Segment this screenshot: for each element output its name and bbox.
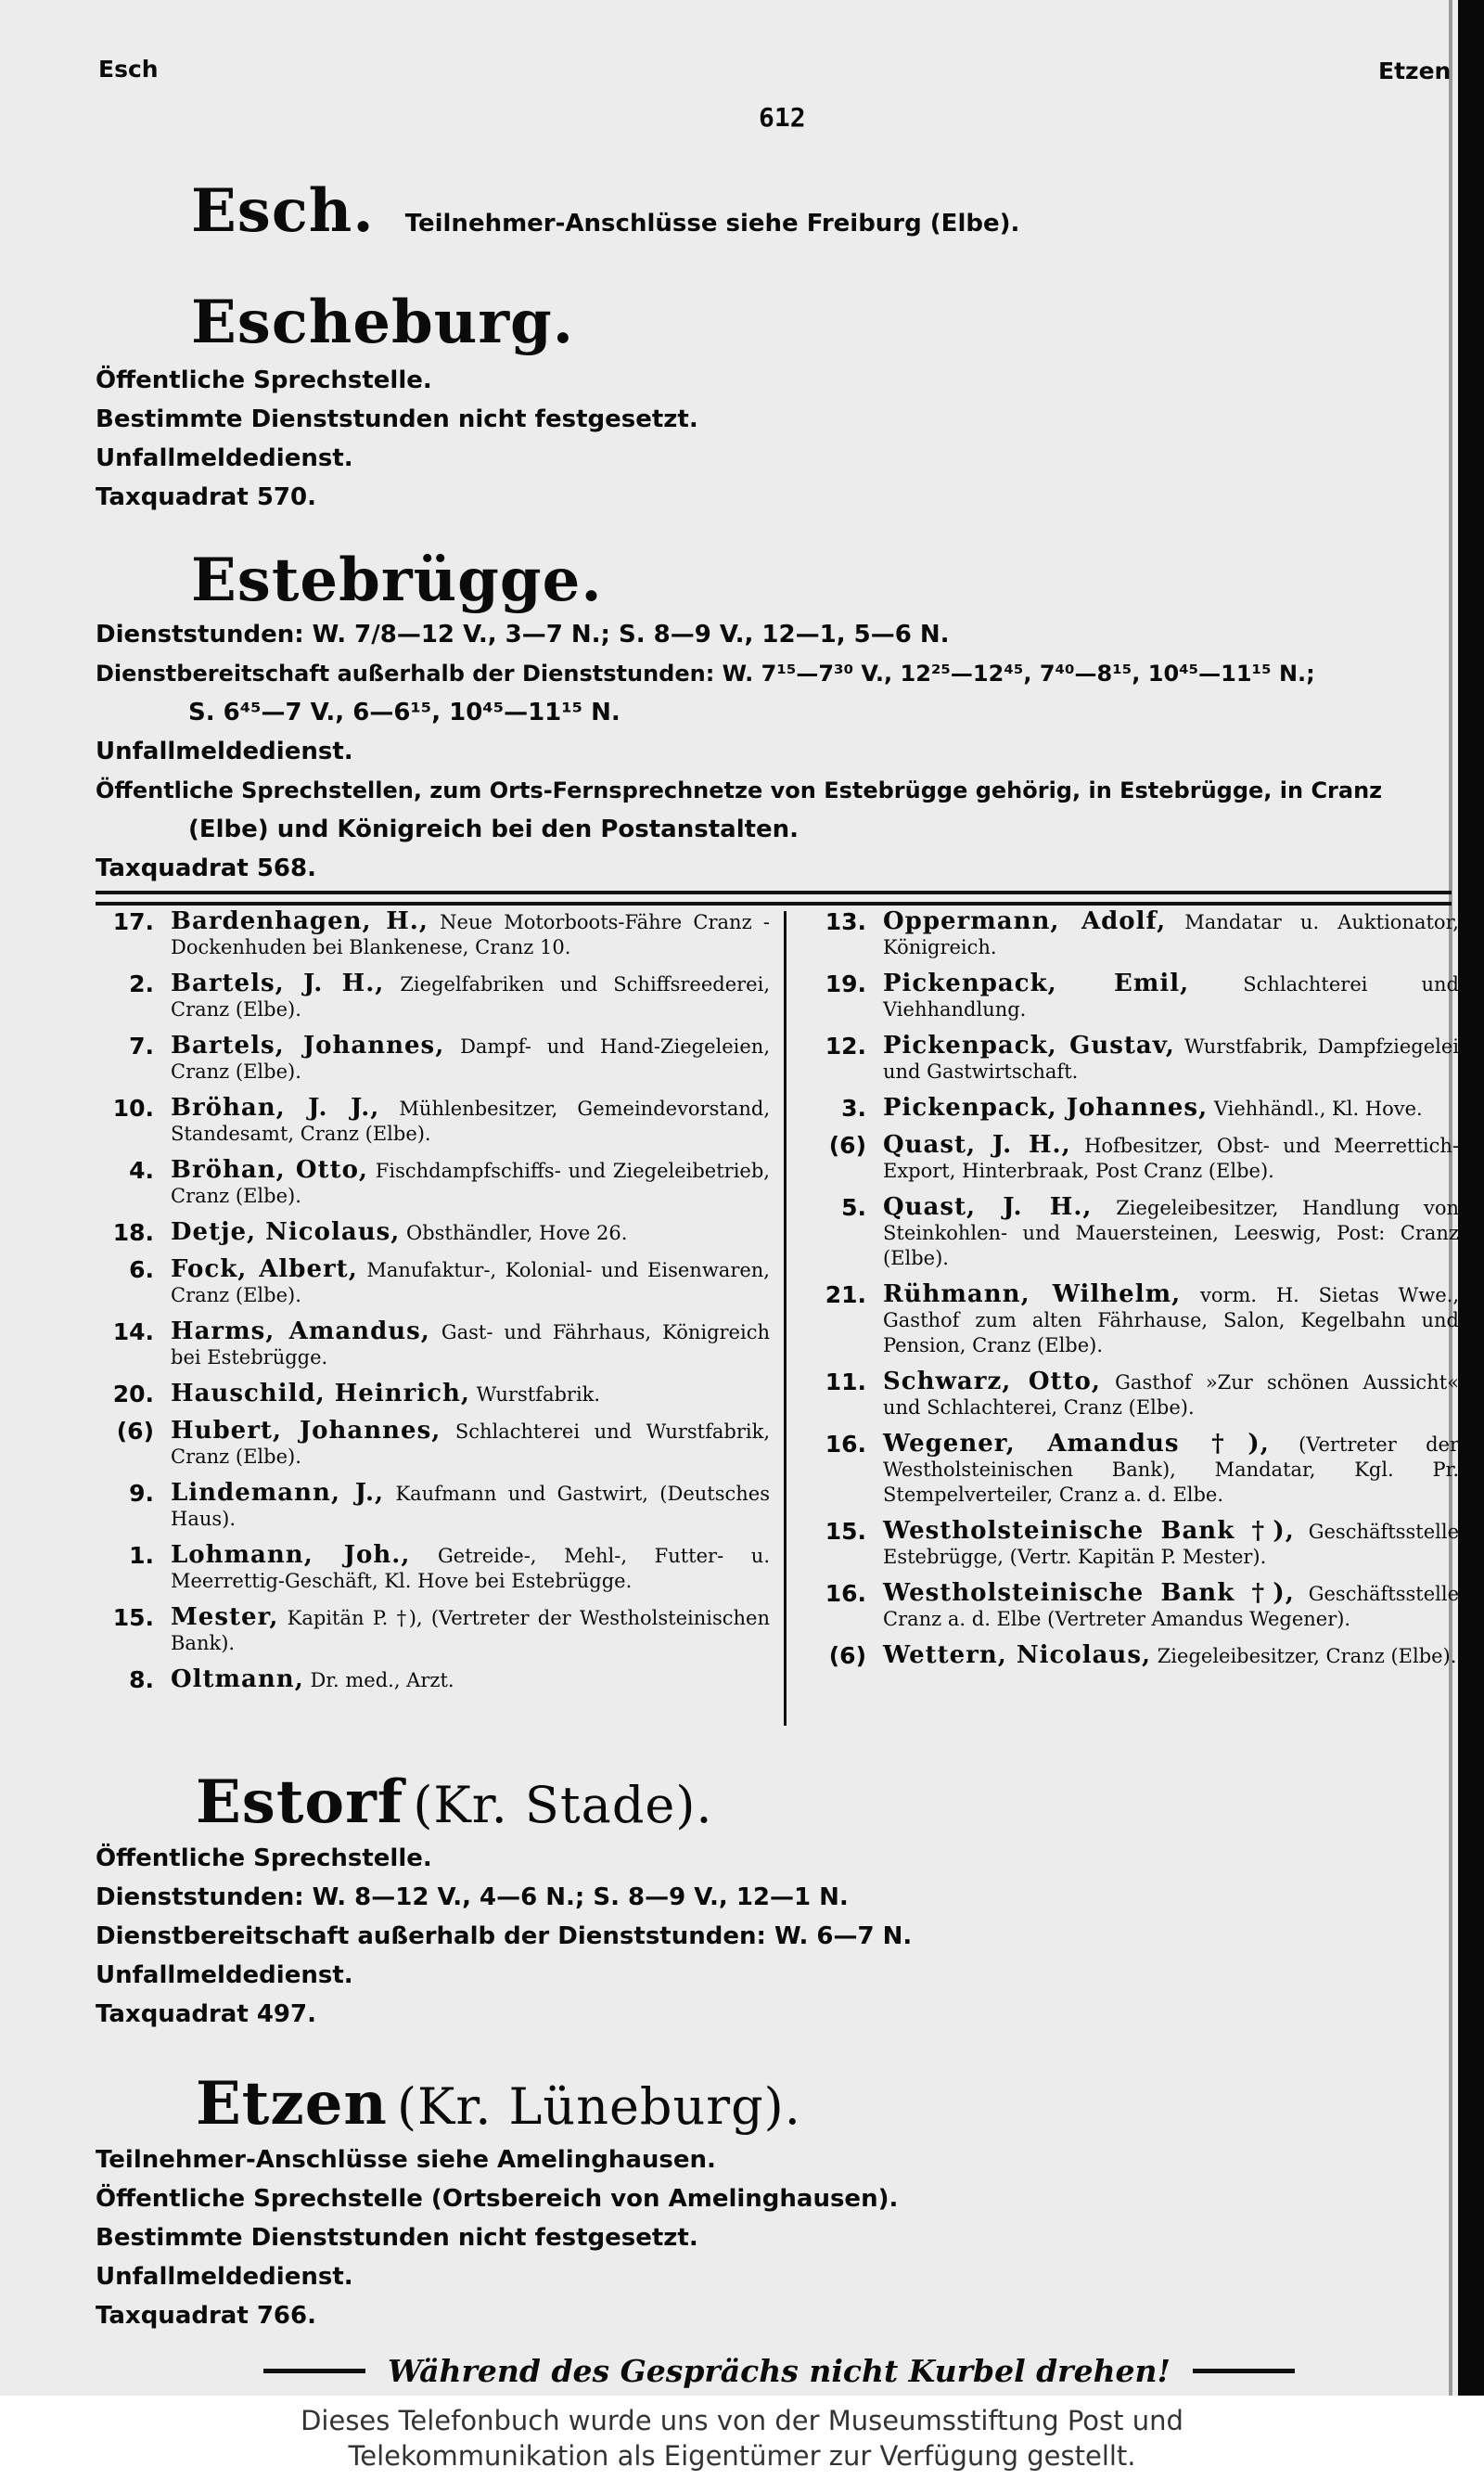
subscriber-description: (Vertreter der Westholsteinischen Bank), Mandatar, Kgl. Pr. Stempelverteiler, Cranz a. d. Elbe. bbox=[883, 1433, 1459, 1506]
subscriber-text bbox=[171, 1481, 770, 1532]
subscriber-number: 16. bbox=[825, 1431, 866, 1458]
subscriber-number: 15. bbox=[112, 1604, 154, 1631]
subscriber-text bbox=[883, 1096, 1459, 1122]
subscriber-number: 11. bbox=[825, 1368, 866, 1395]
list-item bbox=[93, 1257, 770, 1308]
right-dash bbox=[1193, 2369, 1295, 2373]
subscriber-name: Westholsteinische Bank †), bbox=[883, 1579, 1295, 1607]
subscriber-number: 8. bbox=[129, 1666, 154, 1693]
subscriber-text bbox=[171, 1158, 770, 1209]
subscriber-name: Quast, J. H., bbox=[883, 1193, 1093, 1221]
subscriber-list-left bbox=[93, 909, 770, 1704]
subscriber-name: Wettern, Nicolaus, bbox=[883, 1641, 1152, 1669]
subscriber-description: Ziegeleibesitzer, Handlung von Steinkohlen- und Mauersteinen, Leeswig, Post: Cranz (Elbe). bbox=[883, 1197, 1459, 1269]
list-item bbox=[93, 1667, 770, 1693]
subscriber-text bbox=[883, 1432, 1459, 1508]
subscriber-description: Ziegelfabriken und Schiffsreederei, Cranz (Elbe). bbox=[171, 973, 770, 1021]
subscriber-description: Kapitän P. †), (Vertreter der Westholsteinischen Bank). bbox=[171, 1607, 770, 1654]
list-item bbox=[93, 1605, 770, 1656]
subscriber-description: Kaufmann und Gastwirt, (Deutsches Haus). bbox=[171, 1483, 770, 1530]
subscriber-list-right bbox=[805, 909, 1459, 1680]
list-item bbox=[93, 1220, 770, 1246]
warning-text: Während des Gesprächs nicht Kurbel drehen! bbox=[387, 2353, 1171, 2389]
subscriber-number: (6) bbox=[828, 1642, 866, 1669]
subscriber-number: 12. bbox=[825, 1033, 866, 1060]
info-line: Dienstbereitschaft außerhalb der Dienststunden: W. 7¹⁵—7³⁰ V., 12²⁵—12⁴⁵, 7⁴⁰—8¹⁵, 10⁴⁵—11¹⁵ N.; bbox=[96, 661, 1315, 687]
subscriber-text bbox=[171, 1034, 770, 1085]
subscriber-text bbox=[883, 1581, 1459, 1632]
info-line: Bestimmte Dienststunden nicht festgesetzt. bbox=[96, 2224, 698, 2252]
list-item bbox=[93, 1543, 770, 1594]
list-item bbox=[93, 1381, 770, 1407]
list-item bbox=[805, 1369, 1459, 1420]
subscriber-description: vorm. H. Sietas Wwe., Gasthof zum alten Fährhause, Salon, Kegelbahn und Pension, Cranz (Elbe). bbox=[883, 1284, 1459, 1356]
subscriber-text bbox=[883, 1643, 1459, 1669]
subscriber-description: Hofbesitzer, Obst- und Meerrettich-Export, Hinterbraak, Post Cranz (Elbe). bbox=[883, 1135, 1459, 1182]
info-line: Dienststunden: W. 7/8—12 V., 3—7 N.; S. 8—9 V., 12—1, 5—6 N. bbox=[96, 621, 950, 649]
subscriber-text bbox=[171, 1419, 770, 1470]
section-escheburg bbox=[96, 288, 1450, 517]
subscriber-description: Geschäftsstelle Cranz a. d. Elbe (Vertreter Amandus Wegener). bbox=[883, 1583, 1459, 1630]
subscriber-description: Getreide-, Mehl-, Futter- u. Meerrettig-Geschäft, Kl. Hove bei Estebrügge. bbox=[171, 1545, 770, 1592]
place-title: Estebrügge. bbox=[191, 546, 603, 615]
subscriber-description: Schlachterei und Wurstfabrik, Cranz (Elbe). bbox=[171, 1420, 770, 1468]
subscriber-number: 21. bbox=[825, 1281, 866, 1308]
info-line: S. 6⁴⁵—7 V., 6—6¹⁵, 10⁴⁵—11¹⁵ N. bbox=[188, 699, 620, 726]
list-item bbox=[93, 1481, 770, 1532]
list-item bbox=[805, 1034, 1459, 1085]
info-line: Teilnehmer-Anschlüsse siehe Amelinghausen. bbox=[96, 2146, 716, 2174]
info-line: Bestimmte Dienststunden nicht festgesetzt. bbox=[96, 405, 698, 433]
subscriber-description: Wurstfabrik, Dampfziegelei und Gastwirtschaft. bbox=[883, 1035, 1459, 1083]
subscriber-number: 17. bbox=[112, 908, 154, 935]
place-title: Escheburg. bbox=[191, 288, 575, 357]
info-line: Unfallmeldedienst. bbox=[96, 444, 353, 472]
info-line: Dienstbereitschaft außerhalb der Dienststunden: W. 6—7 N. bbox=[96, 1922, 913, 1950]
subscriber-number: 9. bbox=[129, 1480, 154, 1507]
list-item bbox=[93, 1096, 770, 1147]
subscriber-name: Pickenpack, Gustav, bbox=[883, 1032, 1175, 1060]
subscriber-name: Rühmann, Wilhelm, bbox=[883, 1280, 1182, 1308]
subscriber-description: Fischdampfschiffs- und Ziegeleibetrieb, Cranz (Elbe). bbox=[171, 1160, 770, 1207]
subscriber-name: Oppermann, Adolf, bbox=[883, 907, 1167, 935]
info-line: Unfallmeldedienst. bbox=[96, 1961, 353, 1989]
info-line: Öffentliche Sprechstelle. bbox=[96, 1844, 432, 1872]
running-header-left: Esch bbox=[98, 56, 159, 83]
subscriber-number: 14. bbox=[112, 1318, 154, 1345]
subscriber-text bbox=[883, 1369, 1459, 1420]
subscriber-name: Hubert, Johannes, bbox=[171, 1417, 441, 1445]
subscriber-text bbox=[171, 1605, 770, 1656]
subscriber-text bbox=[171, 1319, 770, 1370]
subscriber-number: 18. bbox=[112, 1219, 154, 1246]
list-item bbox=[93, 1034, 770, 1085]
subscriber-description: Dr. med., Arzt. bbox=[310, 1669, 454, 1691]
subscriber-text bbox=[883, 971, 1459, 1022]
subscriber-description: Gasthof »Zur schönen Aussicht« und Schlachterei, Cranz (Elbe). bbox=[883, 1371, 1459, 1419]
subscriber-text bbox=[171, 1096, 770, 1147]
subscriber-number: 13. bbox=[825, 908, 866, 935]
list-item bbox=[805, 1096, 1459, 1122]
subscriber-number: 2. bbox=[129, 970, 154, 997]
list-item bbox=[805, 971, 1459, 1022]
section-etzen bbox=[96, 2069, 1450, 2335]
subscriber-name: Schwarz, Otto, bbox=[883, 1368, 1101, 1395]
subscriber-description: Obsthändler, Hove 26. bbox=[405, 1222, 628, 1244]
scan-border bbox=[1458, 0, 1484, 2396]
place-heading bbox=[196, 2069, 1450, 2139]
subscriber-description: Schlachterei und Viehhandlung. bbox=[883, 973, 1459, 1021]
list-item bbox=[93, 1319, 770, 1370]
subscriber-name: Hauschild, Heinrich, bbox=[171, 1380, 470, 1407]
crank-warning bbox=[190, 2353, 1368, 2389]
subscriber-name: Pickenpack, Emil, bbox=[883, 970, 1190, 997]
subscriber-name: Lindemann, J., bbox=[171, 1479, 385, 1507]
list-item bbox=[805, 909, 1459, 960]
info-line: Taxquadrat 766. bbox=[96, 2302, 316, 2330]
subscriber-name: Oltmann, bbox=[171, 1665, 304, 1693]
subscriber-number: 1. bbox=[129, 1542, 154, 1569]
subscriber-description: Wurstfabrik. bbox=[476, 1383, 601, 1406]
subscriber-name: Bartels, Johannes, bbox=[171, 1032, 445, 1060]
subscriber-text bbox=[171, 1257, 770, 1308]
list-item bbox=[93, 909, 770, 960]
list-item bbox=[805, 1581, 1459, 1632]
subscriber-number: 10. bbox=[112, 1095, 154, 1122]
ownership-caption bbox=[0, 2396, 1484, 2480]
list-item bbox=[93, 1419, 770, 1470]
list-item bbox=[805, 1519, 1459, 1570]
double-rule bbox=[96, 891, 1452, 906]
subscriber-number: (6) bbox=[828, 1132, 866, 1159]
subscriber-text bbox=[883, 1034, 1459, 1085]
list-item bbox=[93, 1158, 770, 1209]
subscriber-name: Bardenhagen, H., bbox=[171, 907, 429, 935]
subscriber-description: Mühlenbesitzer, Gemeindevorstand, Standesamt, Cranz (Elbe). bbox=[171, 1098, 770, 1145]
subscriber-text bbox=[171, 1543, 770, 1594]
subscriber-name: Harms, Amandus, bbox=[171, 1317, 430, 1345]
subscriber-description: Viehhändl., Kl. Hove. bbox=[1213, 1098, 1423, 1120]
place-heading bbox=[196, 1767, 1450, 1837]
subscriber-text bbox=[883, 1195, 1459, 1271]
subscriber-number: 7. bbox=[129, 1033, 154, 1060]
info-line: Öffentliche Sprechstelle (Ortsbereich von Amelinghausen). bbox=[96, 2185, 899, 2213]
subscriber-number: 6. bbox=[129, 1256, 154, 1283]
subscriber-number: 5. bbox=[841, 1194, 866, 1221]
subscriber-name: Bröhan, Otto, bbox=[171, 1156, 368, 1184]
place-subtitle: (Kr. Lüneburg). bbox=[396, 2077, 801, 2136]
subscriber-name: Bartels, J. H., bbox=[171, 970, 385, 997]
info-line: Unfallmeldedienst. bbox=[96, 738, 353, 765]
subscriber-text bbox=[883, 1282, 1459, 1358]
section-estorf bbox=[96, 1767, 1450, 2034]
subscriber-name: Lohmann, Joh., bbox=[171, 1541, 411, 1569]
subscriber-name: Detje, Nicolaus, bbox=[171, 1218, 401, 1246]
subscriber-text bbox=[171, 971, 770, 1022]
subscriber-name: Wegener, Amandus †), bbox=[883, 1430, 1270, 1458]
subscriber-description: Ziegeleibesitzer, Cranz (Elbe). bbox=[1157, 1645, 1457, 1667]
info-line: Öffentliche Sprechstellen, zum Orts-Fernsprechnetze von Estebrügge gehörig, in Estebrügge, in Cranz bbox=[96, 777, 1383, 803]
section-estebruegge bbox=[96, 546, 1450, 888]
list-item bbox=[93, 971, 770, 1022]
info-line: Taxquadrat 570. bbox=[96, 483, 316, 511]
subscriber-number: 4. bbox=[129, 1157, 154, 1184]
running-header-right: Etzen bbox=[1378, 58, 1452, 84]
caption-line: Dieses Telefonbuch wurde uns von der Museumsstiftung Post und bbox=[301, 2405, 1183, 2436]
subscriber-number: 15. bbox=[825, 1518, 866, 1545]
subscriber-number: 16. bbox=[825, 1580, 866, 1607]
subscriber-text bbox=[171, 1220, 770, 1246]
subscriber-number: 3. bbox=[841, 1095, 866, 1122]
column-divider bbox=[784, 911, 787, 1726]
list-item bbox=[805, 1282, 1459, 1358]
page-number: 612 bbox=[759, 102, 806, 133]
subscriber-number: (6) bbox=[116, 1418, 154, 1445]
section-esch bbox=[96, 176, 1450, 246]
subscriber-text bbox=[883, 1133, 1459, 1184]
subscriber-description: Neue Motorboots-Fähre Cranz - Dockenhuden bei Blankenese, Cranz 10. bbox=[171, 911, 770, 958]
subscriber-text bbox=[171, 1381, 770, 1407]
info-line: Dienststunden: W. 8—12 V., 4—6 N.; S. 8—9 V., 12—1 N. bbox=[96, 1883, 849, 1911]
place-title: Estorf bbox=[196, 1767, 404, 1837]
subscriber-name: Bröhan, J. J., bbox=[171, 1094, 380, 1122]
subscriber-number: 20. bbox=[112, 1381, 154, 1407]
subscriber-text bbox=[171, 909, 770, 960]
subscriber-description: Gast- und Fährhaus, Königreich bei Estebrügge. bbox=[171, 1321, 770, 1368]
place-subtitle: (Kr. Stade). bbox=[413, 1776, 713, 1834]
subscriber-number: 19. bbox=[825, 970, 866, 997]
list-item bbox=[805, 1432, 1459, 1508]
subscriber-name: Pickenpack, Johannes, bbox=[883, 1094, 1209, 1122]
subscriber-description: Mandatar u. Auktionator, Königreich. bbox=[883, 911, 1459, 958]
subscriber-name: Quast, J. H., bbox=[883, 1131, 1071, 1159]
info-line: Taxquadrat 497. bbox=[96, 2000, 316, 2028]
subscriber-description: Dampf- und Hand-Ziegeleien, Cranz (Elbe). bbox=[171, 1035, 771, 1083]
place-note: Teilnehmer-Anschlüsse siehe Freiburg (Elbe). bbox=[404, 210, 1020, 238]
subscriber-name: Westholsteinische Bank †), bbox=[883, 1517, 1295, 1545]
subscriber-text bbox=[171, 1667, 770, 1693]
place-title: Etzen bbox=[196, 2069, 388, 2139]
list-item bbox=[805, 1195, 1459, 1271]
subscriber-name: Mester, bbox=[171, 1603, 279, 1631]
caption-line: Telekommunikation als Eigentümer zur Verfügung gestellt. bbox=[348, 2440, 1136, 2472]
left-dash bbox=[263, 2369, 365, 2373]
subscriber-text bbox=[883, 909, 1459, 960]
info-line: (Elbe) und Königreich bei den Postanstalten. bbox=[188, 816, 800, 843]
subscriber-name: Fock, Albert, bbox=[171, 1255, 358, 1283]
subscriber-text bbox=[883, 1519, 1459, 1570]
info-line: Öffentliche Sprechstelle. bbox=[96, 366, 432, 394]
list-item bbox=[805, 1643, 1459, 1669]
list-item bbox=[805, 1133, 1459, 1184]
info-line: Taxquadrat 568. bbox=[96, 855, 316, 882]
place-title: Esch. bbox=[191, 176, 375, 246]
subscriber-description: Manufaktur-, Kolonial- und Eisenwaren, Cranz (Elbe). bbox=[171, 1259, 770, 1306]
subscriber-description: Geschäftsstelle Estebrügge, (Vertr. Kapitän P. Mester). bbox=[883, 1521, 1459, 1568]
info-line: Unfallmeldedienst. bbox=[96, 2263, 353, 2291]
